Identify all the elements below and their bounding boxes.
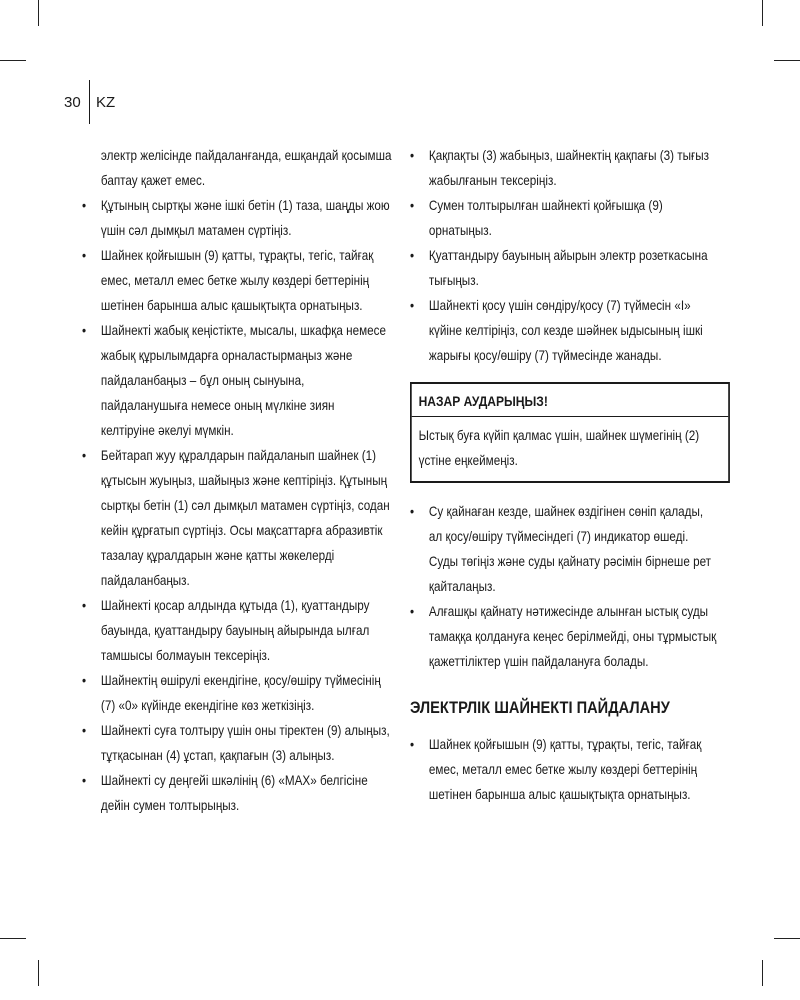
list-item: • Алғашқы қайнату нәтижесінде алынған ыстық суды тамаққа қолдануға кеңес берілмейді, оны тұрмыстық қажеттіліктер үшін пайдалануға болады. xyxy=(410,599,720,674)
instruction-list xyxy=(410,143,720,368)
list-item: • Шайнекті жабық кеңістікте, мысалы, шкафқа немесе жабық құрылымдарға орналастырмаңыз және пайдаланбаңыз – бұл оның сынуына, пайдаланушыға немесе оның мүлкіне зиян келтіруіне әкелуі мүмкін. xyxy=(82,318,392,443)
intro-text: электр желісінде пайдаланғанда, ешқандай қосымша баптау қажет емес. xyxy=(100,148,392,188)
crop-mark xyxy=(774,938,800,939)
list-item: • Шайнектің өшірулі екендігіне, қосу/өшіру түймесінің (7) «0» күйінде екендігіне көз жеткізіңіз. xyxy=(82,668,392,718)
crop-mark xyxy=(38,960,39,986)
crop-mark xyxy=(0,938,26,939)
page-header xyxy=(64,80,184,124)
crop-mark xyxy=(774,60,800,61)
crop-mark xyxy=(762,0,763,26)
left-column xyxy=(82,143,392,818)
warning-title: НАЗАР АУДАРЫҢЫЗ! xyxy=(412,388,728,417)
instruction-list xyxy=(410,499,720,674)
list-item: • Су қайнаған кезде, шайнек өздігінен сөніп қалады, ал қосу/өшіру түймесіндегі (7) индикатор өшеді. Суды төгіңіз және суды қайнату рәсімін бірнеше рет қайталаңыз. xyxy=(410,499,720,599)
instruction-list xyxy=(410,732,720,807)
warning-box xyxy=(410,382,730,483)
crop-mark xyxy=(0,60,26,61)
list-item: • Шайнек қойғышын (9) қатты, тұрақты, тегіс, тайғақ емес, металл емес бетке жылу көздері беттерінің шетінен барынша алыс қашықтықта орнатыңыз. xyxy=(410,732,720,807)
crop-mark xyxy=(38,0,39,26)
section-heading: ЭЛЕКТРЛІК ШАЙНЕКТІ ПАЙДАЛАНУ xyxy=(410,698,670,717)
warning-text: Ыстық буға күйіп қалмас үшін, шайнек шүмегінің (2) үстіне еңкеймеңіз. xyxy=(418,428,700,468)
list-item: • Шайнек қойғышын (9) қатты, тұрақты, тегіс, тайғақ емес, металл емес бетке жылу көздері беттерінің шетінен барынша алыс қашықтықта орнатыңыз. xyxy=(82,243,392,318)
spacer xyxy=(410,483,720,499)
list-item: • Шайнекті су деңгейі шкәлінің (6) «MAX» белгісіне дейін сумен толтырыңыз. xyxy=(82,768,392,818)
crop-mark xyxy=(762,960,763,986)
instruction-list xyxy=(82,193,392,818)
language-code: KZ xyxy=(96,94,116,111)
list-item: • Шайнекті суға толтыру үшін оны тіректен (9) алыңыз, тұтқасынан (4) ұстап, қақпағын (3) алыңыз. xyxy=(82,718,392,768)
header-divider xyxy=(89,80,90,124)
right-column xyxy=(410,143,720,807)
list-item: • Қуаттандыру бауының айырын электр розеткасына тығыңыз. xyxy=(410,243,720,293)
list-item: • Қақпақты (3) жабыңыз, шайнектің қақпағы (3) тығыз жабылғанын тексеріңіз. xyxy=(410,143,720,193)
list-item: • Шайнекті қосар алдында құтыда (1), қуаттандыру бауында, қуаттандыру бауының айырында ылғал тамшысы болмауын тексеріңіз. xyxy=(82,593,392,668)
list-item: • Шайнекті қосу үшін сөндіру/қосу (7) түймесін «I» күйіне келтіріңіз, сол кезде шәйнек ыдысының ішкі жарығы қосу/өшіру (7) түймесінде жанады. xyxy=(410,293,720,368)
list-item: • Бейтарап жуу құралдарын пайдаланып шайнек (1) құтысын жуыңыз, шайыңыз және кептіріңіз. Құтының сыртқы бетін (1) сәл дымқыл матамен сүртіңіз, содан кейін құрғатып сүртіңіз. Осы мақсаттарға абразивтік тазалау құралдарын және қатты жөкелерді пайдаланбаңыз. xyxy=(82,443,392,593)
page-number: 30 xyxy=(64,94,81,111)
list-item: • Сумен толтырылған шайнекті қойғышқа (9) орнатыңыз. xyxy=(410,193,720,243)
list-item: • Құтының сыртқы және ішкі бетін (1) таза, шаңды жою үшін сәл дымқыл матамен сүртіңіз. xyxy=(82,193,392,243)
